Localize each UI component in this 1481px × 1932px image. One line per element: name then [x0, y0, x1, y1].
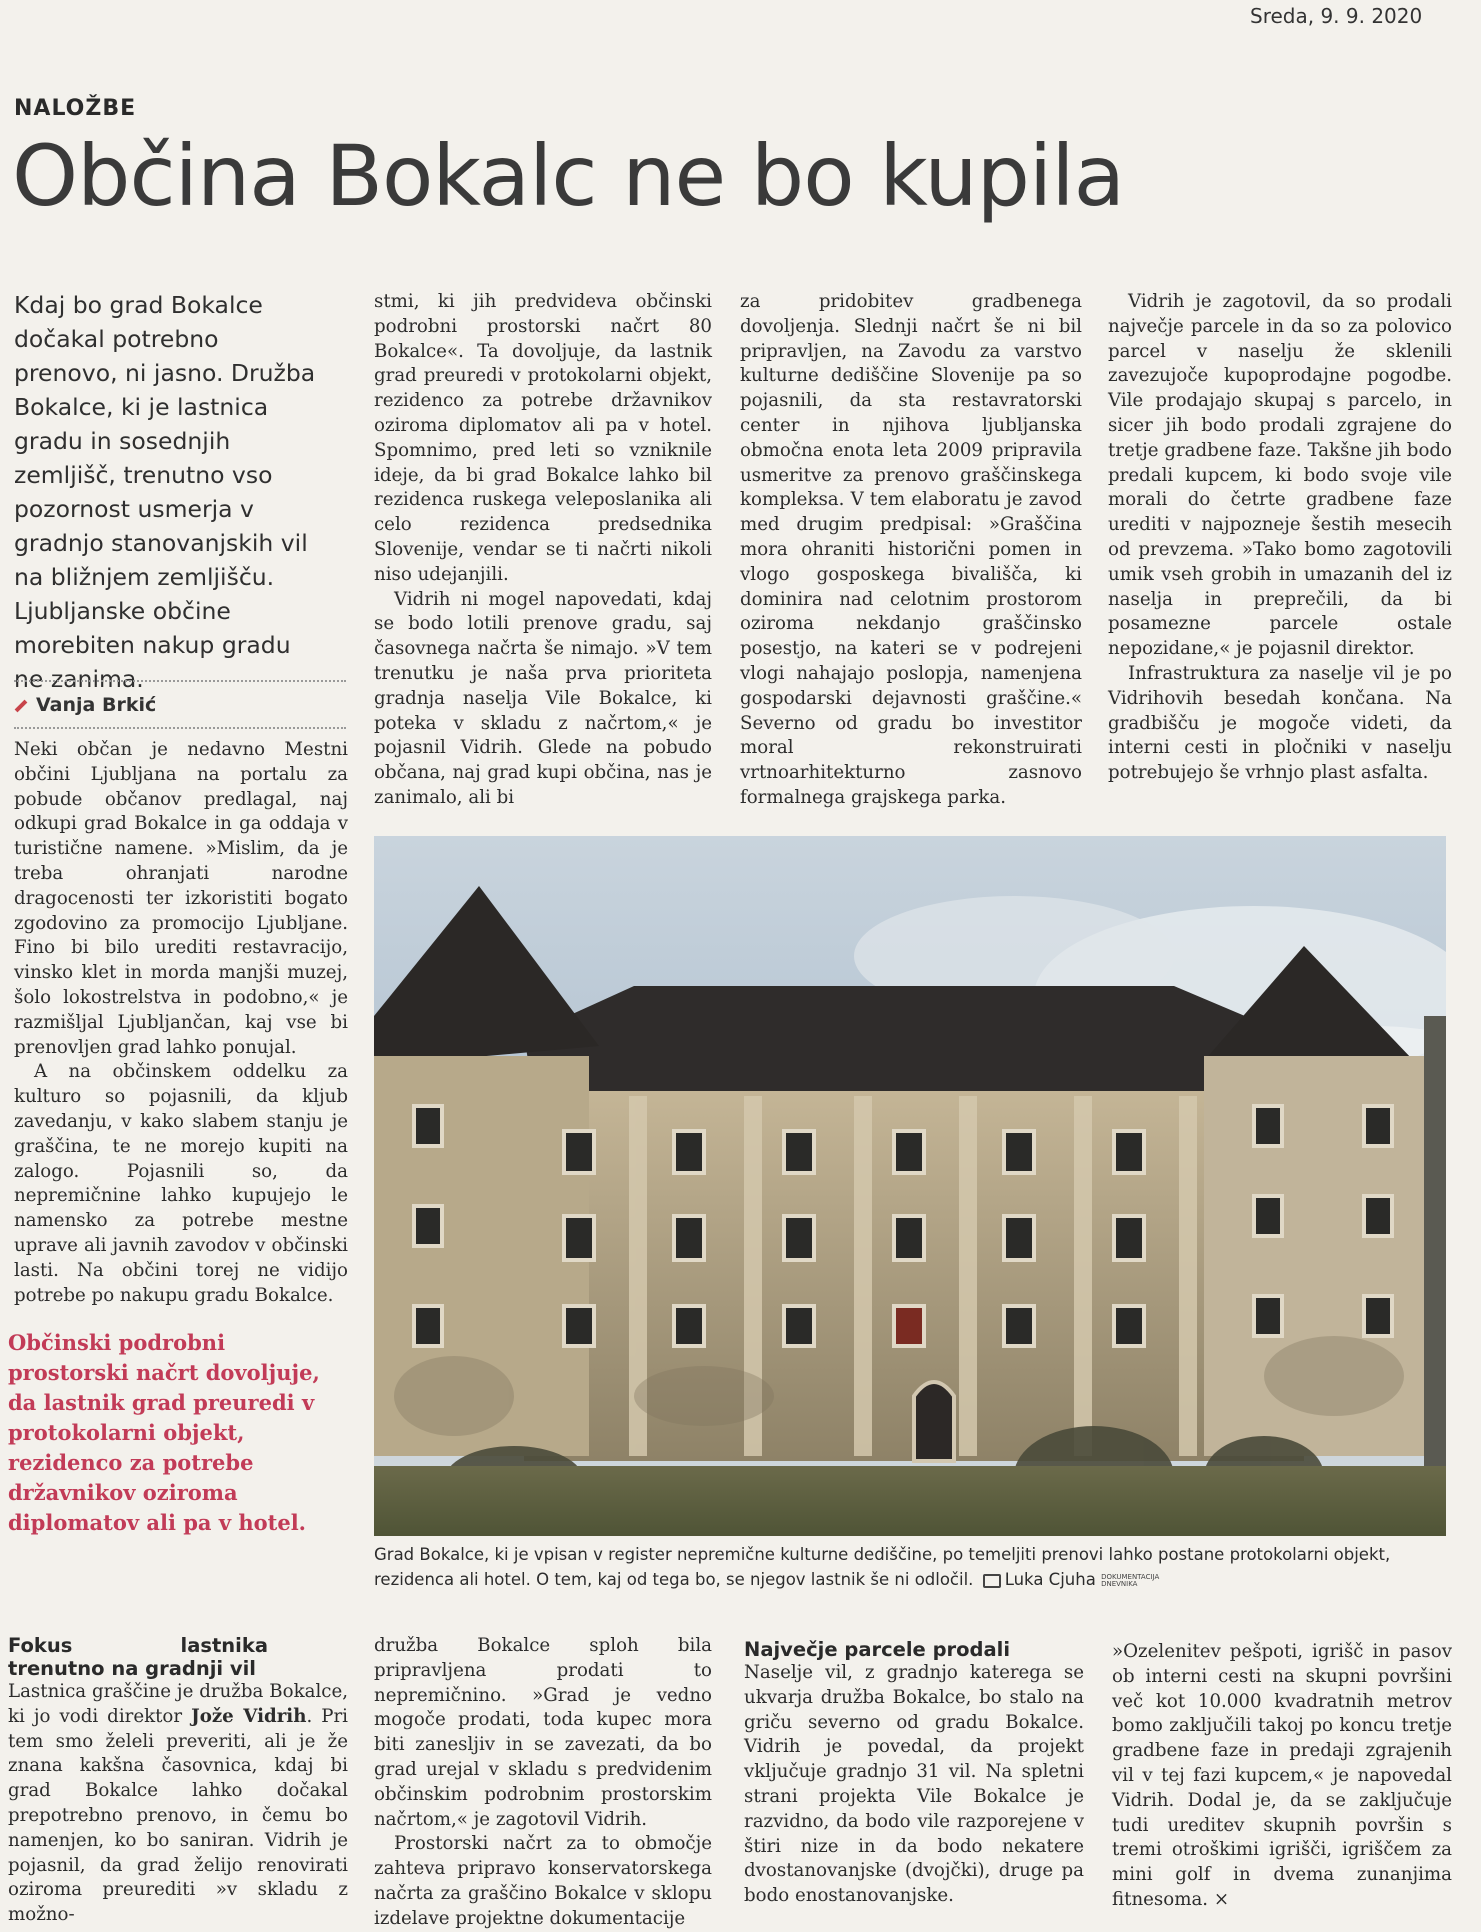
lead-paragraph: Kdaj bo grad Bokalce dočakal potrebno prenovo, ni jasno. Družba Bokalce, ki je lastnica gradu in sosednjih zemljišč, trenutno vso pozornost usmerja v gradnjo stanovanjskih vil na bližnjem zemljišču. Ljubljanske občine morebiten nakup gradu ne zanima. [14, 291, 316, 693]
author-name: Vanja Brkić [36, 694, 157, 716]
bottom-col3-paragraph: Naselje vil, z gradnjo katerega se ukvarja družba Bokalce, bo stalo na griču severno od gradu Bokalce. Vidrih je povedal, da projekt vključuje gradnjo 31 vil. Na spletni strani projekta Vile Bokalce je razvidno, da bodo vile razporejene v štiri nize in da bodo nekatere dvostanovanjske (dvojčki), druge pa bodo enostanovanjske. [744, 1662, 1084, 1907]
camera-icon [983, 1574, 1001, 1588]
bottom-column-2 [374, 1634, 712, 1932]
author-byline [14, 694, 156, 716]
headline: Občina Bokalc ne bo kupila [12, 127, 1125, 225]
photo-caption [374, 1542, 1454, 1592]
col3-paragraph: za pridobitev gradbenega dovoljenja. Slednji načrt še ni bil pripravljen, na Zavodu za varstvo kulturne dediščine Slovenije pa so pojasnili, da sta restavratorski center in njihova ljubljanska območna enota leta 2009 pripravila usmeritve za prenovo graščinskega kompleksa. V tem elaboratu je zavod med drugim predpisal: »Graščina mora ohraniti historični pomen in vlogo gosposkega bivališča, ki dominira nad celotnim prostorom oziroma nekdanjo graščinsko posestjo, na kateri se v podrejeni vlogi nahajajo poslopja, namenjena gospodarski dejavnosti graščine.« Severno od gradu bo investitor moral rekonstruirati vrtnoarhitekturno zasnovo formalnega grajskega parka. [740, 291, 1082, 808]
author-divider-top [14, 680, 346, 682]
col2-paragraph: stmi, ki jih predvideva občinski podrobni prostorski načrt 80 Bokalce«. Ta dovoljuje, da lastnik grad preuredi v protokolarni objekt, rezidenco za potrebe državnikov oziroma diplomatov ali pa v hotel. Spomnimo, pred leti so vzniknile ideje, da bi grad Bokalce lahko bil rezidenca ruskega veleposlanika ali celo rezidenca predsednika Slovenije, vendar se ti načrti nikoli niso udejanjili. [374, 291, 712, 585]
pen-icon [15, 699, 28, 712]
bottom-column-3 [744, 1638, 1084, 1909]
col1-paragraph: Neki občan je nedavno Mestni občini Ljubljana na portalu za pobude občanov predlagal, naj odkupi grad Bokalce in ga oddaja v turistične namene. »Mislim, da je treba ohranjati narodne dragocenosti ter izkoristiti bogato zgodovino za promocijo Ljubljane. Fino bi bilo urediti restavracijo, vinsko klet in morda manjši muzej, šolo lokostrelstva in podobno,« je razmišljal Ljubljančan, kaj vse bi prenovljen grad lahko ponujal. [14, 739, 348, 1058]
pull-quote: Občinski podrobni prostorski načrt dovoljuje, da lastnik grad preuredi v protokolarni objekt, rezidenco za potrebe državnikov oziroma diplomatov ali pa v hotel. [8, 1330, 320, 1535]
column-4 [1108, 290, 1452, 786]
castle-photo [374, 836, 1446, 1536]
director-name: Jože Vidrih [191, 1705, 307, 1727]
bottom-col2-paragraph: Prostorski načrt za to območje zahteva pripravo konservatorskega načrta za graščino Bokalce v sklopu izdelave projektne dokumentacije [374, 1833, 712, 1929]
credit-note-line-1: DOKUMENTACIJA [1101, 1572, 1160, 1581]
col1-paragraph: A na občinskem oddelku za kulturo so pojasnili, da kljub zavedanju, v kako slabem stanju je graščina, te ne morejo kupiti na zalogo. Pojasnili so, da nepremičnine lahko kupujejo le namensko za potrebe mestne uprave ali javnih zavodov v občinski lasti. Na občini torej ne vidijo potrebe po nakupu gradu Bokalce. [14, 1061, 348, 1306]
bottom-column-1 [8, 1634, 348, 1928]
subhead-najvecje: Največje parcele prodali [744, 1638, 1011, 1661]
b1-text-pre: Lastnica graščine je družba Bokalce, ki jo vodi direktor [8, 1681, 348, 1727]
column-2 [374, 290, 712, 811]
subhead-fokus: Fokus lastnika trenutno na gradnji vil [8, 1634, 268, 1680]
credit-note [1101, 1574, 1159, 1588]
caption-text: Grad Bokalce, ki je vpisan v register nepremične kulturne dediščine, po temeljiti prenovi lahko postane protokolarni objekt, rezidenca ali hotel. O tem, kaj od tega bo, se njegov lastnik še ni odločil. [374, 1545, 1391, 1589]
column-3 [740, 290, 1082, 811]
credit-note-line-2: DNEVNIKA [1101, 1579, 1138, 1588]
author-divider-bottom [14, 727, 346, 729]
column-1 [14, 738, 348, 1308]
photo-credit: Luka Cjuha [1004, 1570, 1096, 1589]
col4-paragraph: Vidrih je zagotovil, da so prodali največje parcele in da so za polovico parcel v naselju že sklenili zavezujoče kupoprodajne pogodbe. Vile prodajajo skupaj s parcelo, in sicer jih bodo prodali zgrajene do tretje gradbene faze. Takšne jih bodo predali kupcem, ki bodo svoje vile morali do četrte gradbene faze urediti v najpozneje šestih mesecih od prevzema. »Tako bomo zagotovili umik vseh grobih in umazanih del iz naselja in preprečili, da bi posamezne parcele ostale nepozidane,« je pojasnil direktor. [1108, 291, 1452, 660]
col2-paragraph: Vidrih ni mogel napovedati, kdaj se bodo lotili prenove gradu, saj časovnega načrta še nimajo. »V tem trenutku je naša prva prioriteta gradnja naselja Vile Bokalce, ki poteka v skladu z načrtom,« je pojasnil Vidrih. Glede na pobudo občana, naj grad kupi občina, nas je zanimalo, ali bi [374, 588, 712, 808]
bottom-col2-paragraph: družba Bokalce sploh bila pripravljena prodati to nepremičnino. »Grad je vedno mogoče prodati, toda kupec mora biti zanesljiv in se zavezati, da bo grad urejal v skladu s predvidenim občinskim podrobnim prostorskim načrtom,« je zagotovil Vidrih. [374, 1635, 712, 1830]
bottom-col4-paragraph: »Ozelenitev pešpoti, igrišč in pasov ob interni cesti na skupni površini več kot 10.000 kvadratnih metrov bomo zaključili takoj po koncu tretje gradbene faze in predaji zgrajenih vil v tej fazi kupcem,« je napovedal Vidrih. Dodal je, da se zaključuje tudi ureditev skupnih površin s tremi otroškimi igrišči, igriščem za mini golf in dvema zunanjima fitnesoma. × [1112, 1641, 1452, 1910]
bottom-col1-paragraph [8, 1680, 348, 1928]
bottom-column-4 [1112, 1640, 1452, 1913]
castle-illustration [374, 836, 1446, 1536]
col4-paragraph: Infrastruktura za naselje vil je po Vidrihovih besedah končana. Na gradbišču je mogoče videti, da interni cesti in pločniki v naselju potrebujejo še vrhnjo plast asfalta. [1108, 662, 1452, 784]
section-kicker: NALOŽBE [14, 96, 137, 121]
issue-date: Sreda, 9. 9. 2020 [1250, 4, 1423, 28]
b1-text-post: . Pri tem smo želeli preveriti, ali je že znana kakšna časovnica, kdaj bi grad Bokalce lahko dočakal prepotrebno prenovo, in čemu bo namenjen, ko bo saniran. Vidrih je pojasnil, da grad želijo renovirati oziroma preurediti »v skladu z možno- [8, 1705, 348, 1926]
